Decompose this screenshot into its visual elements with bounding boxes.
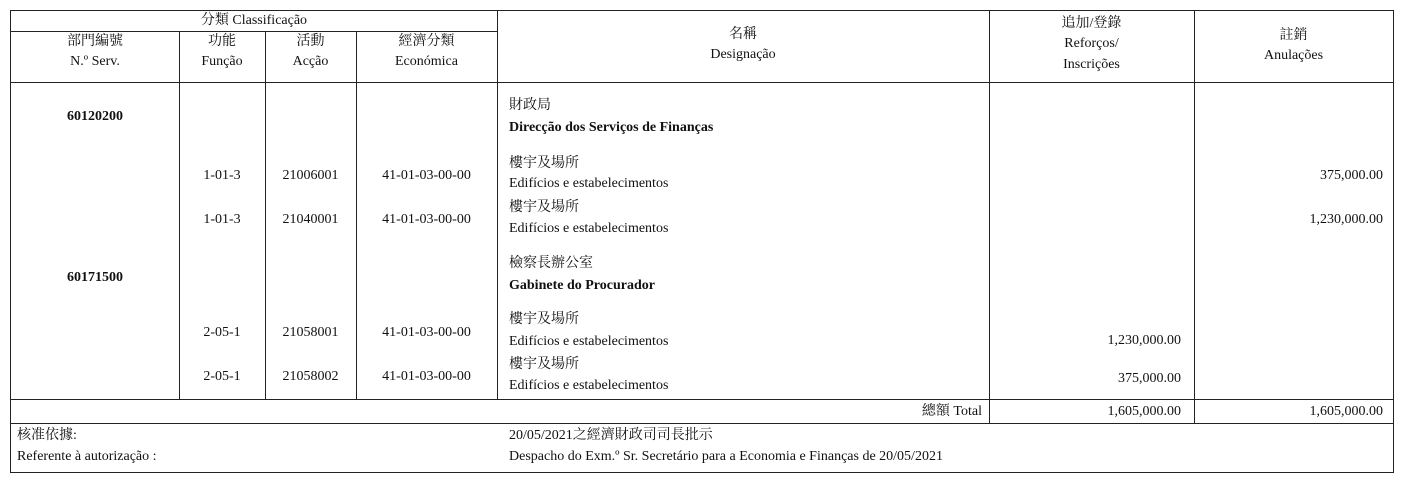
body-bottom-line	[11, 399, 1393, 400]
header-bottom-line	[11, 82, 1393, 83]
budget-table	[10, 10, 1394, 473]
row-designacao-zh: 樓宇及場所	[509, 357, 579, 372]
accao-header-pt: Acção	[292, 54, 329, 69]
classification-divider	[11, 31, 497, 32]
entity-code: 60120200	[67, 109, 123, 124]
row-economica: 41-01-03-00-00	[382, 168, 471, 183]
classification-header: 分類 Classificação	[200, 13, 308, 28]
reforcos-header-pt1: Reforços/	[1064, 36, 1119, 51]
authorization-label-zh: 核准依據:	[17, 428, 77, 443]
row-designacao-pt: Edifícios e estabelecimentos	[509, 176, 669, 191]
row-economica: 41-01-03-00-00	[382, 325, 471, 340]
total-bottom-line	[11, 423, 1393, 424]
col-divider-economica	[497, 11, 498, 399]
entity-name-pt: Direcção dos Serviços de Finanças	[509, 120, 714, 135]
row-reforcos: 375,000.00	[1118, 371, 1181, 386]
row-designacao-pt: Edifícios e estabelecimentos	[509, 221, 669, 236]
economica-header-pt: Económica	[395, 54, 458, 69]
designacao-header-pt: Designação	[710, 47, 776, 62]
row-anulacoes: 375,000.00	[1320, 168, 1383, 183]
total-label: 總額 Total	[921, 404, 982, 419]
entity-name-zh: 檢察長辦公室	[509, 256, 593, 271]
serv-header-zh: 部門編號	[67, 34, 123, 49]
row-accao: 21040001	[282, 212, 339, 227]
despacho-pt: Despacho do Exm.º Sr. Secretário para a Economia e Finanças de 20/05/2021	[509, 449, 943, 464]
designacao-header-zh: 名稱	[729, 27, 757, 42]
total-anulacoes: 1,605,000.00	[1309, 404, 1383, 419]
row-designacao-pt: Edifícios e estabelecimentos	[509, 378, 669, 393]
row-designacao-zh: 樓宇及場所	[509, 200, 579, 215]
total-reforcos: 1,605,000.00	[1107, 404, 1181, 419]
row-funcao: 2-05-1	[203, 369, 241, 384]
entity-code: 60171500	[67, 270, 123, 285]
reforcos-header-pt2: Inscrições	[1063, 57, 1120, 72]
accao-header-zh: 活動	[296, 34, 325, 49]
funcao-header-zh: 功能	[208, 34, 236, 49]
row-economica: 41-01-03-00-00	[382, 369, 471, 384]
row-accao: 21058002	[282, 369, 339, 384]
row-accao: 21058001	[282, 325, 339, 340]
row-accao: 21006001	[282, 168, 339, 183]
economica-header-zh: 經濟分類	[398, 34, 455, 49]
row-economica: 41-01-03-00-00	[382, 212, 471, 227]
despacho-zh: 20/05/2021之經濟財政司司長批示	[509, 428, 713, 443]
row-designacao-pt: Edifícios e estabelecimentos	[509, 334, 669, 349]
funcao-header-pt: Função	[201, 54, 243, 69]
entity-name-zh: 財政局	[509, 98, 551, 113]
anulacoes-header-zh: 註銷	[1279, 28, 1308, 43]
reforcos-header-zh: 追加/登錄	[1061, 16, 1122, 31]
row-funcao: 1-01-3	[203, 168, 241, 183]
row-funcao: 1-01-3	[203, 212, 241, 227]
row-anulacoes: 1,230,000.00	[1309, 212, 1383, 227]
row-funcao: 2-05-1	[203, 325, 241, 340]
row-designacao-zh: 樓宇及場所	[509, 312, 579, 327]
serv-header-pt: N.º Serv.	[70, 54, 120, 69]
anulacoes-header-pt: Anulações	[1263, 48, 1324, 63]
authorization-label-pt: Referente à autorização :	[17, 449, 157, 464]
entity-name-pt: Gabinete do Procurador	[509, 278, 655, 293]
row-designacao-zh: 樓宇及場所	[509, 156, 579, 171]
row-reforcos: 1,230,000.00	[1107, 333, 1181, 348]
